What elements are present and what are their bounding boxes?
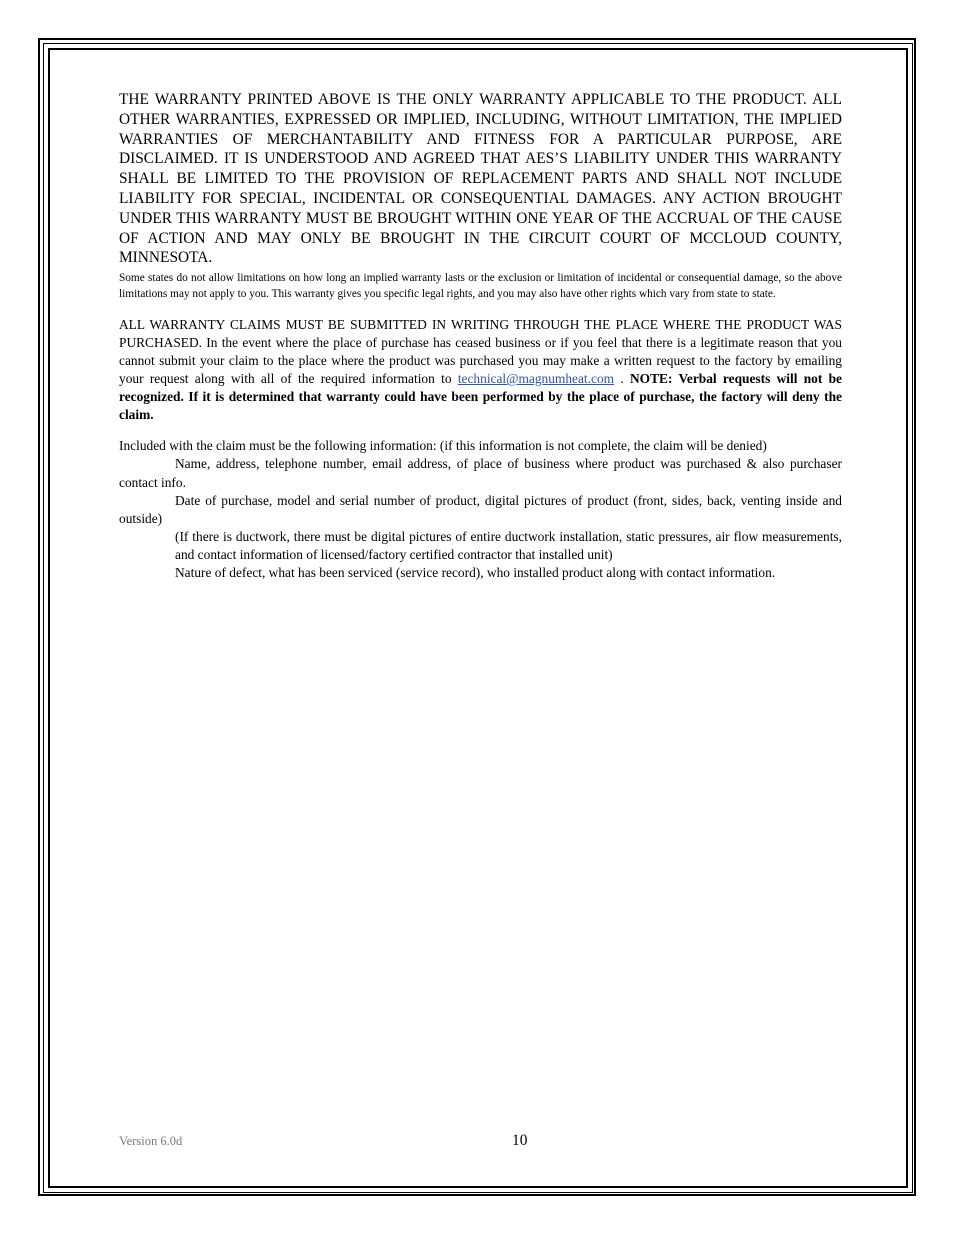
warranty-disclaimer-paragraph: THE WARRANTY PRINTED ABOVE IS THE ONLY WARRANTY APPLICABLE TO THE PRODUCT. ALL OTHER WARRANTIES, EXPRESSED OR IMPLIED, INCLUDING, WITHOUT LIMITATION, THE IMPLIED WARRANTIES OF MERCHANTABILITY AND FITNESS FOR A PARTICULAR PURPOSE, ARE DISCLAIMED. IT IS UNDERSTOOD AND AGREED THAT AES’S LIABILITY UNDER THIS WARRANTY SHALL BE LIMITED TO THE PROVISION OF REPLACEMENT PARTS AND SHALL NOT INCLUDE LIABILITY FOR SPECIAL, INCIDENTAL OR CONSEQUENTIAL DAMAGES. ANY ACTION BROUGHT UNDER THIS WARRANTY MUST BE BROUGHT WITHIN ONE YEAR OF THE ACCRUAL OF THE CAUSE OF ACTION AND MAY ONLY BE BROUGHT IN THE CIRCUIT COURT OF MCCLOUD COUNTY, MINNESOTA. — [119, 91, 842, 267]
footer-version: Version 6.0d — [119, 1134, 183, 1148]
required-info-item-defect: Nature of defect, what has been serviced (service record), who installed product along with contact information. — [175, 564, 776, 580]
claims-intro-text: ALL WARRANTY CLAIMS MUST BE SUBMITTED IN WRITING THROUGH THE PLACE WHERE THE PRODUCT WAS PURCHASED. In the event where the place of purchase has ceased business or if you feel that there is a legitimate reason that you cannot submit your claim to the place where the product was purchased you may make a written request to the factory by emailing your request along with all of the required information to — [119, 316, 842, 387]
claims-note-bold: NOTE: Verbal requests will not be recognized. If it is determined that warranty could have been performed by the place of purchase, the factory will deny the claim. — [119, 371, 842, 423]
required-info-item-business: Name, address, telephone number, email address, of place of business where product was purchased & also purchaser contact info. — [119, 456, 842, 490]
paragraph-spacer — [119, 424, 842, 437]
state-rights-note: Some states do not allow limitations on how long an implied warranty lasts or the exclusion or limitation of incidental or consequential damage, so the above limitations may not apply to you. This warranty gives you specific legal rights, and you may also have other rights which vary from state to state. — [119, 272, 842, 301]
paragraph-spacer — [119, 303, 842, 316]
claims-separator: . — [614, 371, 630, 387]
warranty-claims-paragraph — [119, 316, 842, 425]
required-info-item-purchase: Date of purchase, model and serial number of product, digital pictures of product (front, sides, back, venting inside and outside) — [119, 492, 842, 526]
page-content — [119, 90, 842, 582]
required-info-item-ductwork: (If there is ductwork, there must be digital pictures of entire ductwork installation, static pressures, air flow measurements, and contact information of licensed/factory certified contractor that installed unit) — [175, 528, 842, 562]
technical-email-link[interactable]: technical@magnumheat.com — [457, 371, 615, 387]
footer-page-number: 10 — [512, 1132, 528, 1149]
required-info-intro: Included with the claim must be the following information: (if this information is not complete, the claim will be denied) — [119, 438, 767, 454]
